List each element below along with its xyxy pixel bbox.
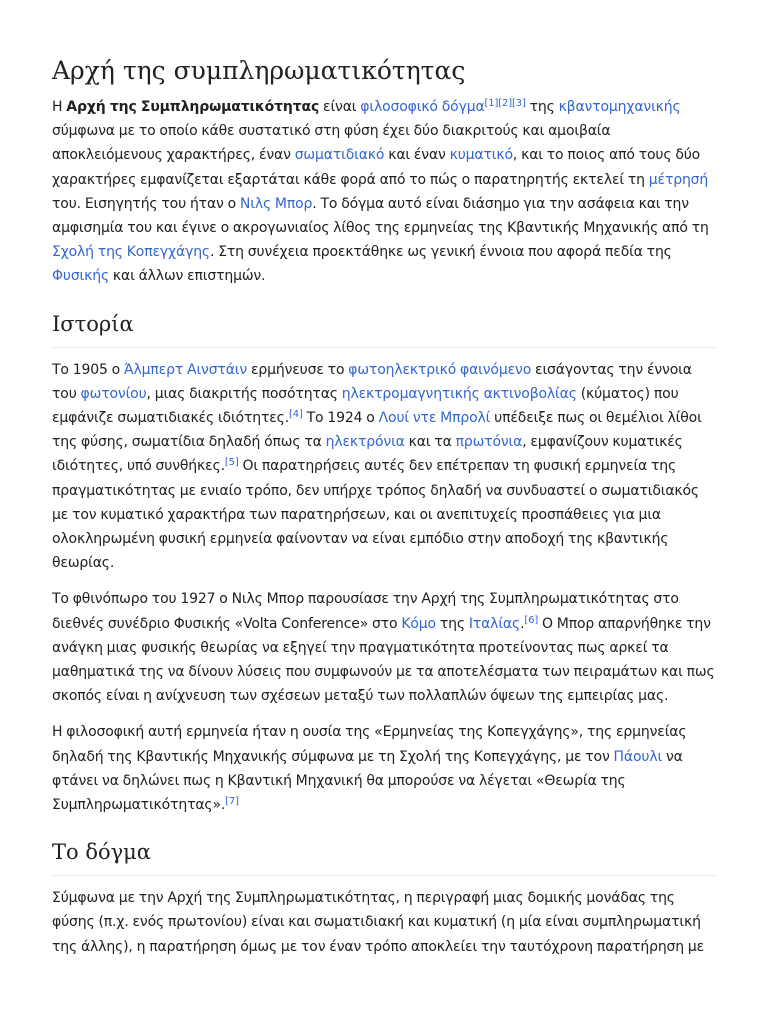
link-electrons[interactable]: ηλεκτρόνια	[325, 434, 405, 451]
text: της	[525, 99, 559, 115]
text: , εμφανίζουν κυματικές ιδιότητες, υπό συνθήκες.	[52, 434, 683, 475]
reference-6	[524, 615, 538, 626]
reference-4	[289, 409, 303, 420]
reference-link-1[interactable]: [1]	[484, 98, 499, 109]
reference-link-5[interactable]: [5]	[224, 457, 239, 469]
bold-term: Αρχή της Συμπληρωματικότητας	[66, 99, 320, 115]
text: ερμήνευσε το	[247, 361, 349, 378]
link-italy[interactable]: Ιταλίας	[468, 615, 521, 632]
reference-link-2[interactable]: [2]	[498, 98, 512, 109]
text: Η	[52, 99, 67, 115]
link-philosophical-dogma[interactable]: φιλοσοφικό δόγμα	[360, 99, 485, 115]
page-title: Αρχή της συμπληρωματικότητας	[52, 56, 466, 85]
link-copenhagen-school[interactable]: Σχολή της Κοπεγχάγης	[52, 244, 210, 261]
dogma-paragraph-1: Σύμφωνα με την Αρχή της Συμπληρωματικότητας, η περιγραφή μιας δομικής μονάδας της φύσης (π.χ. ενός πρωτονίου) είναι και σωματιδιακή και κυματική (η μία είναι συμπληρωματική της άλλης), η παρατήρηση όμως με τον έναν τρόπο αποκλείει την ταυτόχρονη παρατήρηση με	[52, 890, 705, 955]
text: είναι	[319, 99, 361, 115]
reference-link-4[interactable]: [4]	[289, 409, 303, 421]
reference-link-3[interactable]: [3]	[511, 98, 526, 109]
section-heading-dogma: Το δόγμα	[52, 837, 716, 876]
link-niels-bohr[interactable]: Νιλς Μπορ	[239, 195, 313, 212]
reference-7	[225, 796, 239, 807]
text: .	[520, 615, 525, 632]
text: . Το δόγμα αυτό είναι διάσημο για την ασάφεια και την αμφισημία του και έγινε ο ακρογωνιαίος λίθος της ερμηνείας της Κβαντικής Μηχανικής από τη	[52, 195, 709, 237]
link-measurement[interactable]: μέτρησή	[648, 171, 709, 188]
history-paragraph-2	[52, 587, 716, 708]
text: Οι παρατηρήσεις αυτές δεν επέτρεπαν τη φυσική ερμηνεία της πραγματικότητας με ενιαίο τρόπο, δεν υπήρχε τρόπος δηλαδή να συνδυαστεί ο σωματιδιακός με τον κυματικό χαρακτήρα των παρατηρήσεων, και οι ανεπιτυχείς προσπάθειες για μια ολοκληρωμένη φυσική ερμηνεία φαίνονταν να είναι εμπόδιο στην αποδοχή της κβαντικής θεωρίας.	[52, 458, 699, 572]
reference-5	[225, 457, 239, 468]
text: και άλλων επιστημών.	[109, 268, 266, 285]
text: υπέδειξε πως οι θεμέλιοι λίθοι της φύσης, σωματίδια δηλαδή όπως τα	[52, 410, 702, 451]
link-photon[interactable]: φωτονίου	[80, 385, 147, 402]
history-paragraph-1	[52, 358, 716, 576]
text: (κύματος) που εμφάνιζε σωματιδιακές ιδιότητες.	[52, 385, 679, 427]
text: και τα	[404, 434, 456, 451]
link-em-radiation[interactable]: ηλεκτρομαγνητικής ακτινοβολίας	[341, 385, 577, 402]
section-heading-history: Ιστορία	[52, 309, 716, 348]
history-paragraph-3	[52, 720, 716, 817]
link-de-broglie[interactable]: Λουί ντε Μπρολί	[378, 410, 491, 427]
text: του. Εισηγητής του ήταν ο	[52, 195, 240, 212]
link-einstein[interactable]: Άλμπερτ Αινστάιν	[123, 361, 248, 378]
text: . Στη συνέχεια προεκτάθηκε ως γενική έννοια που αφορά πεδία της	[210, 244, 672, 261]
text: Το 1905 ο	[52, 361, 124, 378]
link-protons[interactable]: πρωτόνια	[455, 434, 523, 451]
link-physics[interactable]: Φυσικής	[52, 268, 110, 285]
reference-link-6[interactable]: [6]	[524, 614, 539, 626]
reference-3	[512, 98, 526, 109]
link-como[interactable]: Κόμο	[401, 615, 436, 632]
link-wave[interactable]: κυματικό	[449, 147, 513, 164]
link-pauli[interactable]: Πάουλι	[613, 748, 663, 765]
text: και έναν	[384, 147, 450, 164]
link-particle[interactable]: σωματιδιακό	[294, 147, 385, 164]
reference-2	[498, 98, 512, 109]
reference-link-7[interactable]: [7]	[225, 796, 239, 808]
intro-paragraph	[52, 95, 716, 289]
text: , μιας διακριτής ποσότητας	[146, 385, 342, 402]
text: να φτάνει να δηλώνει πως η Κβαντική Μηχανική θα μπορούσε να λέγεται «Θεωρία της Συμπληρωματικότητας».	[52, 748, 683, 814]
reference-1	[485, 98, 499, 109]
link-quantum-mechanics[interactable]: κβαντομηχανικής	[558, 99, 681, 115]
text: Το 1924 ο	[302, 410, 379, 427]
text: εισάγοντας την έννοια του	[52, 361, 692, 402]
text: Το φθινόπωρο του 1927 ο Νιλς Μπορ παρουσίασε την Αρχή της Συμπληρωματικότητας στο διεθνές συνέδριο Φυσικής «Volta Conference» στο	[52, 591, 679, 632]
text: , και το ποιος από τους δύο χαρακτήρες εμφανίζεται εξαρτάται κάθε φορά από το πώς ο παρατηρητής εκτελεί τη	[52, 147, 701, 188]
text: της	[435, 615, 469, 632]
text: Η φιλοσοφική αυτή ερμηνεία ήταν η ουσία της «Ερμηνείας της Κοπεγχάγης», της ερμηνείας δηλαδή της Κβαντικής Μηχανικής σύμφωνα με τη Σχολή της Κοπεγχάγης, με τον	[52, 724, 687, 765]
text: σύμφωνα με το οποίο κάθε συστατικό στη φύση έχει δύο διακριτούς και αμοιβαία αποκλειόμενους χαρακτήρες, έναν	[52, 123, 611, 164]
text: Ο Μπορ απαρνήθηκε την ανάγκη μιας φυσικής θεωρίας να εξηγεί την πραγματικότητα προτείνοντας πως αρκεί τα μαθηματικά της να δίνουν λύσεις που συμφωνούν με τα αποτελέσματα των πειραμάτων και πως σκοπός είναι η ανίχνευση των σχέσεων μεταξύ των πολλαπλών όψεων της εμπειρίας μας.	[52, 615, 715, 705]
link-photoelectric-effect[interactable]: φωτοηλεκτρικό φαινόμενο	[348, 361, 532, 378]
